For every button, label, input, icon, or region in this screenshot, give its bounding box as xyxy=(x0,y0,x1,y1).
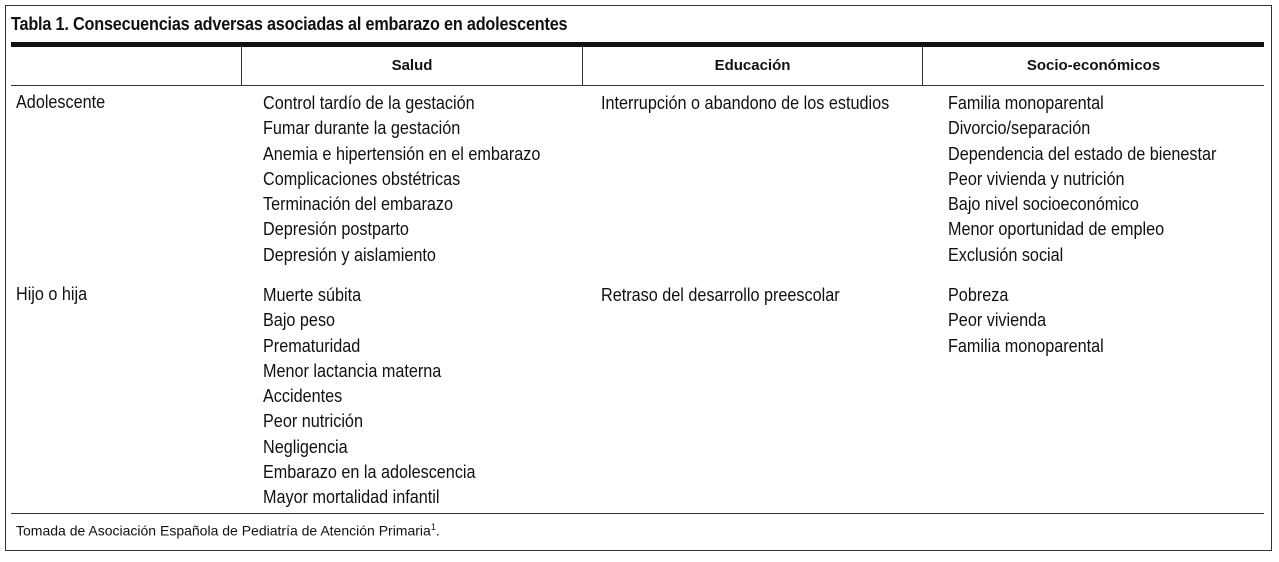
list-item: Familia monoparental xyxy=(948,93,1104,113)
cell-hijo-socio xyxy=(948,283,1104,359)
cell-hijo-salud xyxy=(263,283,476,511)
list-item: Dependencia del estado de bienestar xyxy=(948,143,1217,164)
list-item: Bajo peso xyxy=(263,310,336,331)
header-salud: Salud xyxy=(391,57,433,74)
list-item: Peor nutrición xyxy=(263,411,363,432)
cell-adolescente-socio xyxy=(948,91,1216,268)
list-item: Embarazo en la adolescencia xyxy=(263,462,476,483)
list-item: Accidentes xyxy=(263,386,343,407)
source-text: Tomada de Asociación Española de Pediatría de Atención Primaria xyxy=(16,522,431,539)
list-item: Complicaciones obstétricas xyxy=(263,168,461,189)
list-item: Anemia e hipertensión en el embarazo xyxy=(263,143,541,164)
table-title: Tabla 1. Consecuencias adversas asociadas al embarazo en adolescentes xyxy=(11,14,568,34)
header-rule xyxy=(11,85,1264,86)
list-item: Menor lactancia materna xyxy=(263,360,442,381)
list-item: Mayor mortalidad infantil xyxy=(263,487,440,508)
list-item: Pobreza xyxy=(948,285,1009,305)
list-item: Bajo nivel socioeconómico xyxy=(948,194,1139,215)
header-socioeconomicos: Socio-económicos xyxy=(1026,57,1161,74)
cell-adolescente-educacion xyxy=(601,91,889,116)
list-item: Interrupción o abandono de los estudios xyxy=(601,93,890,113)
list-item: Divorcio/separación xyxy=(948,118,1091,139)
title-rule xyxy=(11,42,1264,47)
list-item: Peor vivienda xyxy=(948,310,1047,331)
list-item: Retraso del desarrollo preescolar xyxy=(601,285,840,305)
list-item: Depresión postparto xyxy=(263,219,409,240)
list-item: Fumar durante la gestación xyxy=(263,118,461,139)
list-item: Control tardío de la gestación xyxy=(263,93,475,113)
table-source-note xyxy=(16,522,440,539)
header-educacion: Educación xyxy=(714,57,791,74)
list-item: Prematuridad xyxy=(263,335,361,356)
table-frame xyxy=(5,5,1272,551)
cell-adolescente-salud xyxy=(263,91,540,268)
row-label-adolescente: Adolescente xyxy=(16,92,106,112)
list-item: Familia monoparental xyxy=(948,335,1104,356)
source-reference: 1 xyxy=(430,522,436,532)
source-period: . xyxy=(435,522,440,539)
row-label-hijo-hija: Hijo o hija xyxy=(16,284,88,304)
list-item: Muerte súbita xyxy=(263,285,362,305)
footer-rule xyxy=(11,513,1264,514)
list-item: Exclusión social xyxy=(948,244,1064,265)
list-item: Terminación del embarazo xyxy=(263,194,453,215)
list-item: Negligencia xyxy=(263,436,348,457)
cell-hijo-educacion xyxy=(601,283,840,308)
list-item: Depresión y aislamiento xyxy=(263,244,436,265)
list-item: Peor vivienda y nutrición xyxy=(948,168,1125,189)
list-item: Menor oportunidad de empleo xyxy=(948,219,1165,240)
